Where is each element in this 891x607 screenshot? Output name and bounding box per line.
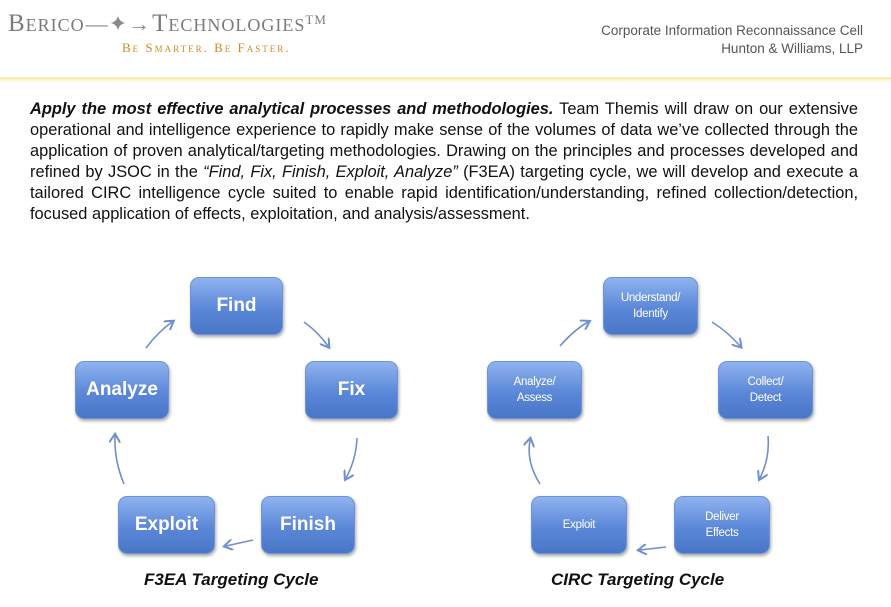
logo-word-2: Technologies (152, 10, 306, 37)
org-line-2: Hunton & Williams, LLP (721, 41, 863, 56)
paragraph-text-1: Team Themis will draw on our extensive operational and intelligence experience to rapidly make sense of the volumes of data we’ve collected through the application of proven analytical/targeting methodologies. Drawing on the principles and processes developed and refined by JSOC in the (30, 100, 858, 181)
arrow-understand-to-collect (712, 322, 740, 346)
node-find: Find (190, 277, 283, 335)
node-collect-detect: Collect/ Detect (718, 361, 813, 419)
logo-arrow-icon: —✦→ (85, 11, 152, 36)
circ-caption: CIRC Targeting Cycle (551, 570, 725, 589)
node-analyze: Analyze (75, 361, 169, 419)
node-exploit-circ: Exploit (531, 496, 627, 554)
paragraph-quote: “Find, Fix, Finish, Exploit, Analyze” (203, 163, 458, 181)
node-fix: Fix (305, 361, 398, 419)
node-deliver-effects: Deliver Effects (674, 496, 770, 554)
arrow-analyze-to-understand (560, 322, 588, 346)
arrow-analyze-to-find (146, 322, 172, 348)
arrow-find-to-fix (304, 322, 328, 346)
logo-tagline: Be Smarter. Be Faster. (122, 40, 291, 55)
arrow-exploit-to-analyze-circ (529, 440, 540, 484)
paragraph-text-2: (F3EA) targeting cycle, we will develop and execute a tailored CIRC intelligence cycle suited to enable rapid identification/understanding, refined collection/detection, focused application of effects, exploitation, and analysis/assessment. (30, 163, 859, 223)
node-finish: Finish (261, 496, 355, 554)
logo-trademark: TM (305, 12, 327, 27)
arrow-fix-to-finish (346, 438, 357, 478)
paragraph-lead: Apply the most effective analytical processes and methodologies. (30, 100, 554, 118)
node-exploit: Exploit (118, 496, 215, 554)
arrow-deliver-to-exploit (640, 547, 666, 550)
node-analyze-assess: Analyze/ Assess (487, 361, 582, 419)
arrow-collect-to-deliver (760, 436, 768, 478)
arrow-exploit-to-analyze (115, 436, 124, 484)
logo-word-1: Berico (8, 10, 85, 37)
f3ea-caption: F3EA Targeting Cycle (144, 570, 319, 589)
arrow-finish-to-exploit (226, 540, 253, 546)
org-line-1: Corporate Information Reconnaissance Cell (601, 23, 863, 38)
node-understand-identify: Understand/ Identify (603, 277, 698, 335)
